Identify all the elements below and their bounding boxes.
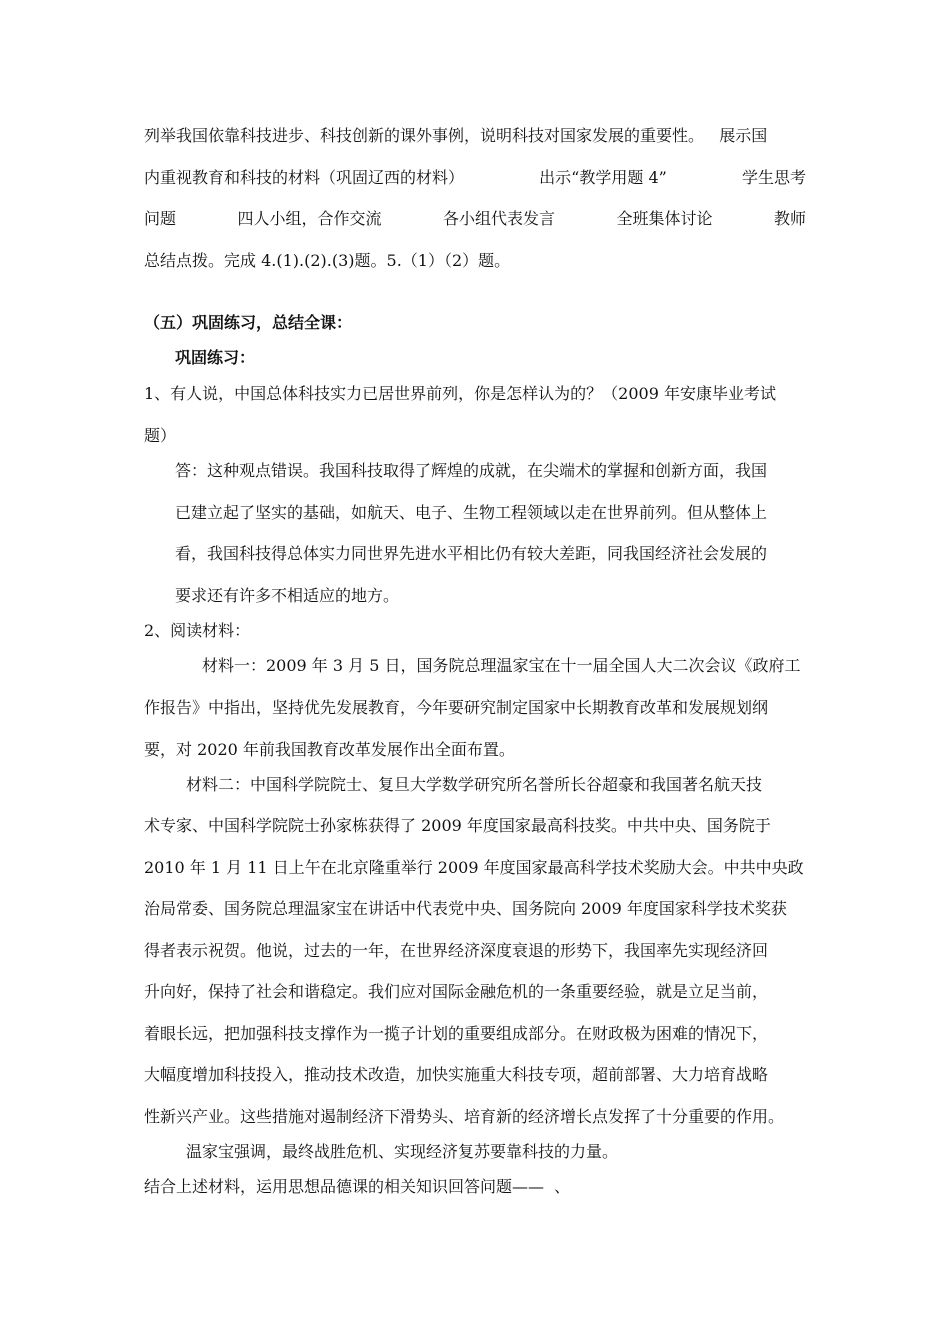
question-2-title: 2、阅读材料： (144, 621, 251, 640)
material-2-line-9: 性新兴产业。这些措施对遏制经济下滑势头、培育新的经济增长点发挥了十分重要的作用。 (144, 1107, 785, 1126)
intro-line-2 (144, 168, 806, 188)
material-2-line-6: 升向好，保持了社会和谐稳定。我们应对国际金融危机的一条重要经验，就是立足当前， (144, 982, 769, 1001)
question-1-cont: 题） (144, 426, 177, 445)
material-2-line-2: 术专家、中国科学院院士孙家栋获得了 2009 年度国家最高科技奖。中共中央、国务院于 (144, 816, 771, 835)
answer-line-4: 要求还有许多不相适应的地方。 (175, 586, 400, 605)
intro-line-2-part-1: 内重视教育和科技的材料（巩固辽西的材料） (144, 168, 465, 187)
answer-line-2: 已建立起了坚实的基础，如航天、电子、生物工程领域以走在世界前列。但从整体上 (175, 503, 768, 522)
material-2-line-3: 2010 年 1 月 11 日上午在北京隆重举行 2009 年度国家最高科学技术奖励大会。中共中央政 (144, 858, 804, 877)
material-1-line-3: 要，对 2020 年前我国教育改革发展作出全面布置。 (144, 740, 515, 759)
material-1-line-2: 作报告》中指出，坚持优先发展教育，今年要研究制定国家中长期教育改革和发展规划纲 (144, 698, 769, 717)
question-1: 1、有人说，中国总体科技实力已居世界前列，你是怎样认为的？（2009 年安康毕业考试 (144, 384, 776, 403)
material-2-line-1: 材料二：中国科学院院士、复旦大学数学研究所名誉所长谷超豪和我国著名航天技 (186, 775, 763, 794)
intro-line-2-part-3: 学生思考 (741, 168, 806, 187)
intro-line-3 (144, 209, 806, 229)
answer-line-1: 答：这种观点错误。我国科技取得了辉煌的成就，在尖端术的掌握和创新方面，我国 (175, 461, 768, 480)
material-2-line-10: 温家宝强调，最终战胜危机、实现经济复苏要靠科技的力量。 (186, 1142, 619, 1161)
question-prompt: 结合上述材料，运用思想品德课的相关知识回答问题—— 、 (144, 1177, 571, 1196)
intro-line-3-part-2: 四人小组，合作交流 (237, 209, 382, 228)
intro-line-3-part-1: 问题 (144, 209, 177, 228)
section-heading: （五）巩固练习，总结全课： (144, 313, 353, 332)
intro-line-4: 总结点拨。完成 4.(1).(2).(3)题。5.（1）（2）题。 (144, 251, 511, 270)
material-2-line-8: 大幅度增加科技投入，推动技术改造，加快实施重大科技专项，超前部署、大力培育战略 (144, 1065, 769, 1084)
intro-line-3-part-4: 全班集体讨论 (616, 209, 713, 228)
intro-line-2-part-2: 出示“教学用题 4” (539, 168, 667, 187)
material-1-line-1: 材料一：2009 年 3 月 5 日，国务院总理温家宝在十一届全国人大二次会议《政府工 (202, 656, 801, 675)
material-2-line-4: 治局常委、国务院总理温家宝在讲话中代表党中央、国务院向 2009 年度国家科学技术奖获 (144, 899, 787, 918)
intro-line-3-part-3: 各小组代表发言 (442, 209, 555, 228)
material-2-line-5: 得者表示祝贺。他说，过去的一年，在世界经济深度衰退的形势下，我国率先实现经济回 (144, 941, 769, 960)
section-subheading: 巩固练习： (175, 348, 256, 367)
material-2-line-7: 着眼长远，把加强科技支撑作为一揽子计划的重要组成部分。在财政极为困难的情况下， (144, 1024, 769, 1043)
intro-line-3-part-5: 教师 (773, 209, 806, 228)
answer-line-3: 看，我国科技得总体实力同世界先进水平相比仍有较大差距，同我国经济社会发展的 (175, 544, 768, 563)
intro-line-1: 列举我国依靠科技进步、科技创新的课外事例，说明科技对国家发展的重要性。 展示国 (144, 126, 768, 145)
